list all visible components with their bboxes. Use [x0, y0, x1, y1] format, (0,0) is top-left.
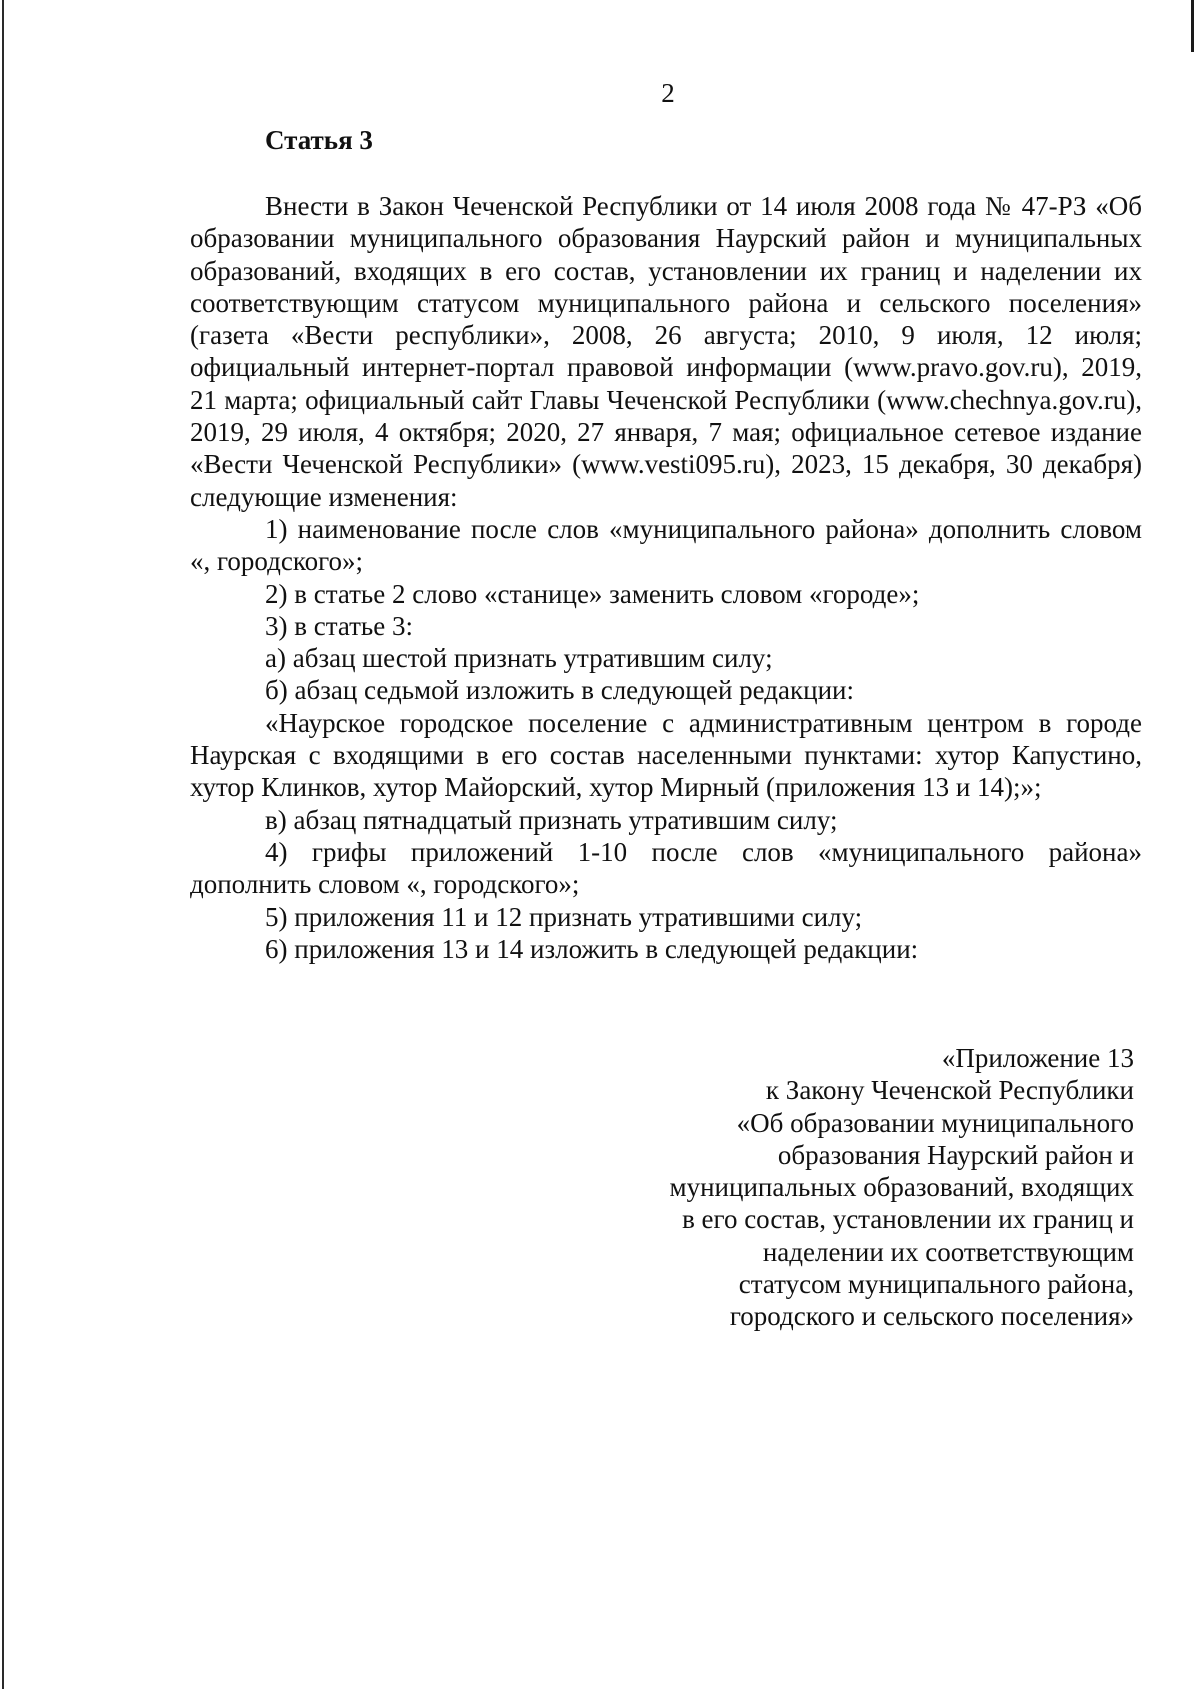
amendment-subitem: а) абзац шестой признать утратившим силу; — [265, 643, 773, 674]
appendix-header-line: образования Наурский район и — [777, 1139, 1134, 1170]
article-heading: Статья 3 — [265, 125, 373, 155]
amendment-subitem: б) абзац седьмой изложить в следующей редакции: — [265, 675, 854, 706]
amendment-item: 6) приложения 13 и 14 изложить в следующей редакции: — [265, 933, 919, 964]
amendment-item: 5) приложения 11 и 12 признать утратившими силу; — [265, 901, 863, 932]
article-body — [190, 190, 1142, 965]
appendix-header-line: статусом муниципального района, — [738, 1269, 1134, 1300]
amendment-quoted-text: «Наурское городское поселение с административным центром в городе Наурская с входящими в его состав населенными пунктами: хутор Капустино, хутор Клинков, хутор Майорский, хутор Мирный (приложения 13 и 14);»; — [190, 707, 1142, 803]
appendix-header-line: в его состав, установлении их границ и — [682, 1204, 1134, 1235]
appendix-header-line: к Закону Чеченской Республики — [765, 1075, 1134, 1106]
amendment-item: 4) грифы приложений 1-10 после слов «муниципального района» дополнить словом «, городского»; — [190, 836, 1142, 900]
amendment-item: 2) в статье 2 слово «станице» заменить словом «городе»; — [265, 578, 920, 609]
article-intro-paragraph: Внести в Закон Чеченской Республики от 14 июля 2008 года № 47-РЗ «Об образовании муниципального образования Наурский район и муниципальных образований, входящих в его состав, установлении их границ и наделении их соответствующим статусом муниципального района и сельского поселения» (газета «Вести республики», 2008, 26 августа; 2010, 9 июля, 12 июля; официальный интернет-портал правовой информации (www.pravo.gov.ru), 2019, 21 марта; официальный сайт Главы Чеченской Республики (www.chechnya.gov.ru), 2019, 29 июля, 4 октября; 2020, 27 января, 7 мая; официальное сетевое издание «Вести Чеченской Республики» (www.vesti095.ru), 2023, 15 декабря, 30 декабря) следующие изменения: — [190, 191, 1142, 512]
appendix-header-line: городского и сельского поселения» — [729, 1301, 1134, 1332]
appendix-header-line: «Об образовании муниципального — [736, 1107, 1134, 1138]
appendix-header — [600, 1042, 1134, 1333]
appendix-header-line: «Приложение 13 — [941, 1043, 1134, 1073]
scan-left-edge — [2, 0, 4, 1689]
amendment-item: 1) наименование после слов «муниципального района» дополнить словом «, городского»; — [190, 513, 1142, 577]
appendix-header-line: наделении их соответствующим — [762, 1236, 1134, 1267]
amendment-subitem: в) абзац пятнадцатый признать утратившим силу; — [265, 804, 838, 835]
appendix-header-line: муниципальных образований, входящих — [669, 1172, 1134, 1203]
page-number: 2 — [661, 78, 675, 108]
amendment-item: 3) в статье 3: — [265, 610, 413, 641]
scan-right-edge — [1191, 0, 1194, 52]
